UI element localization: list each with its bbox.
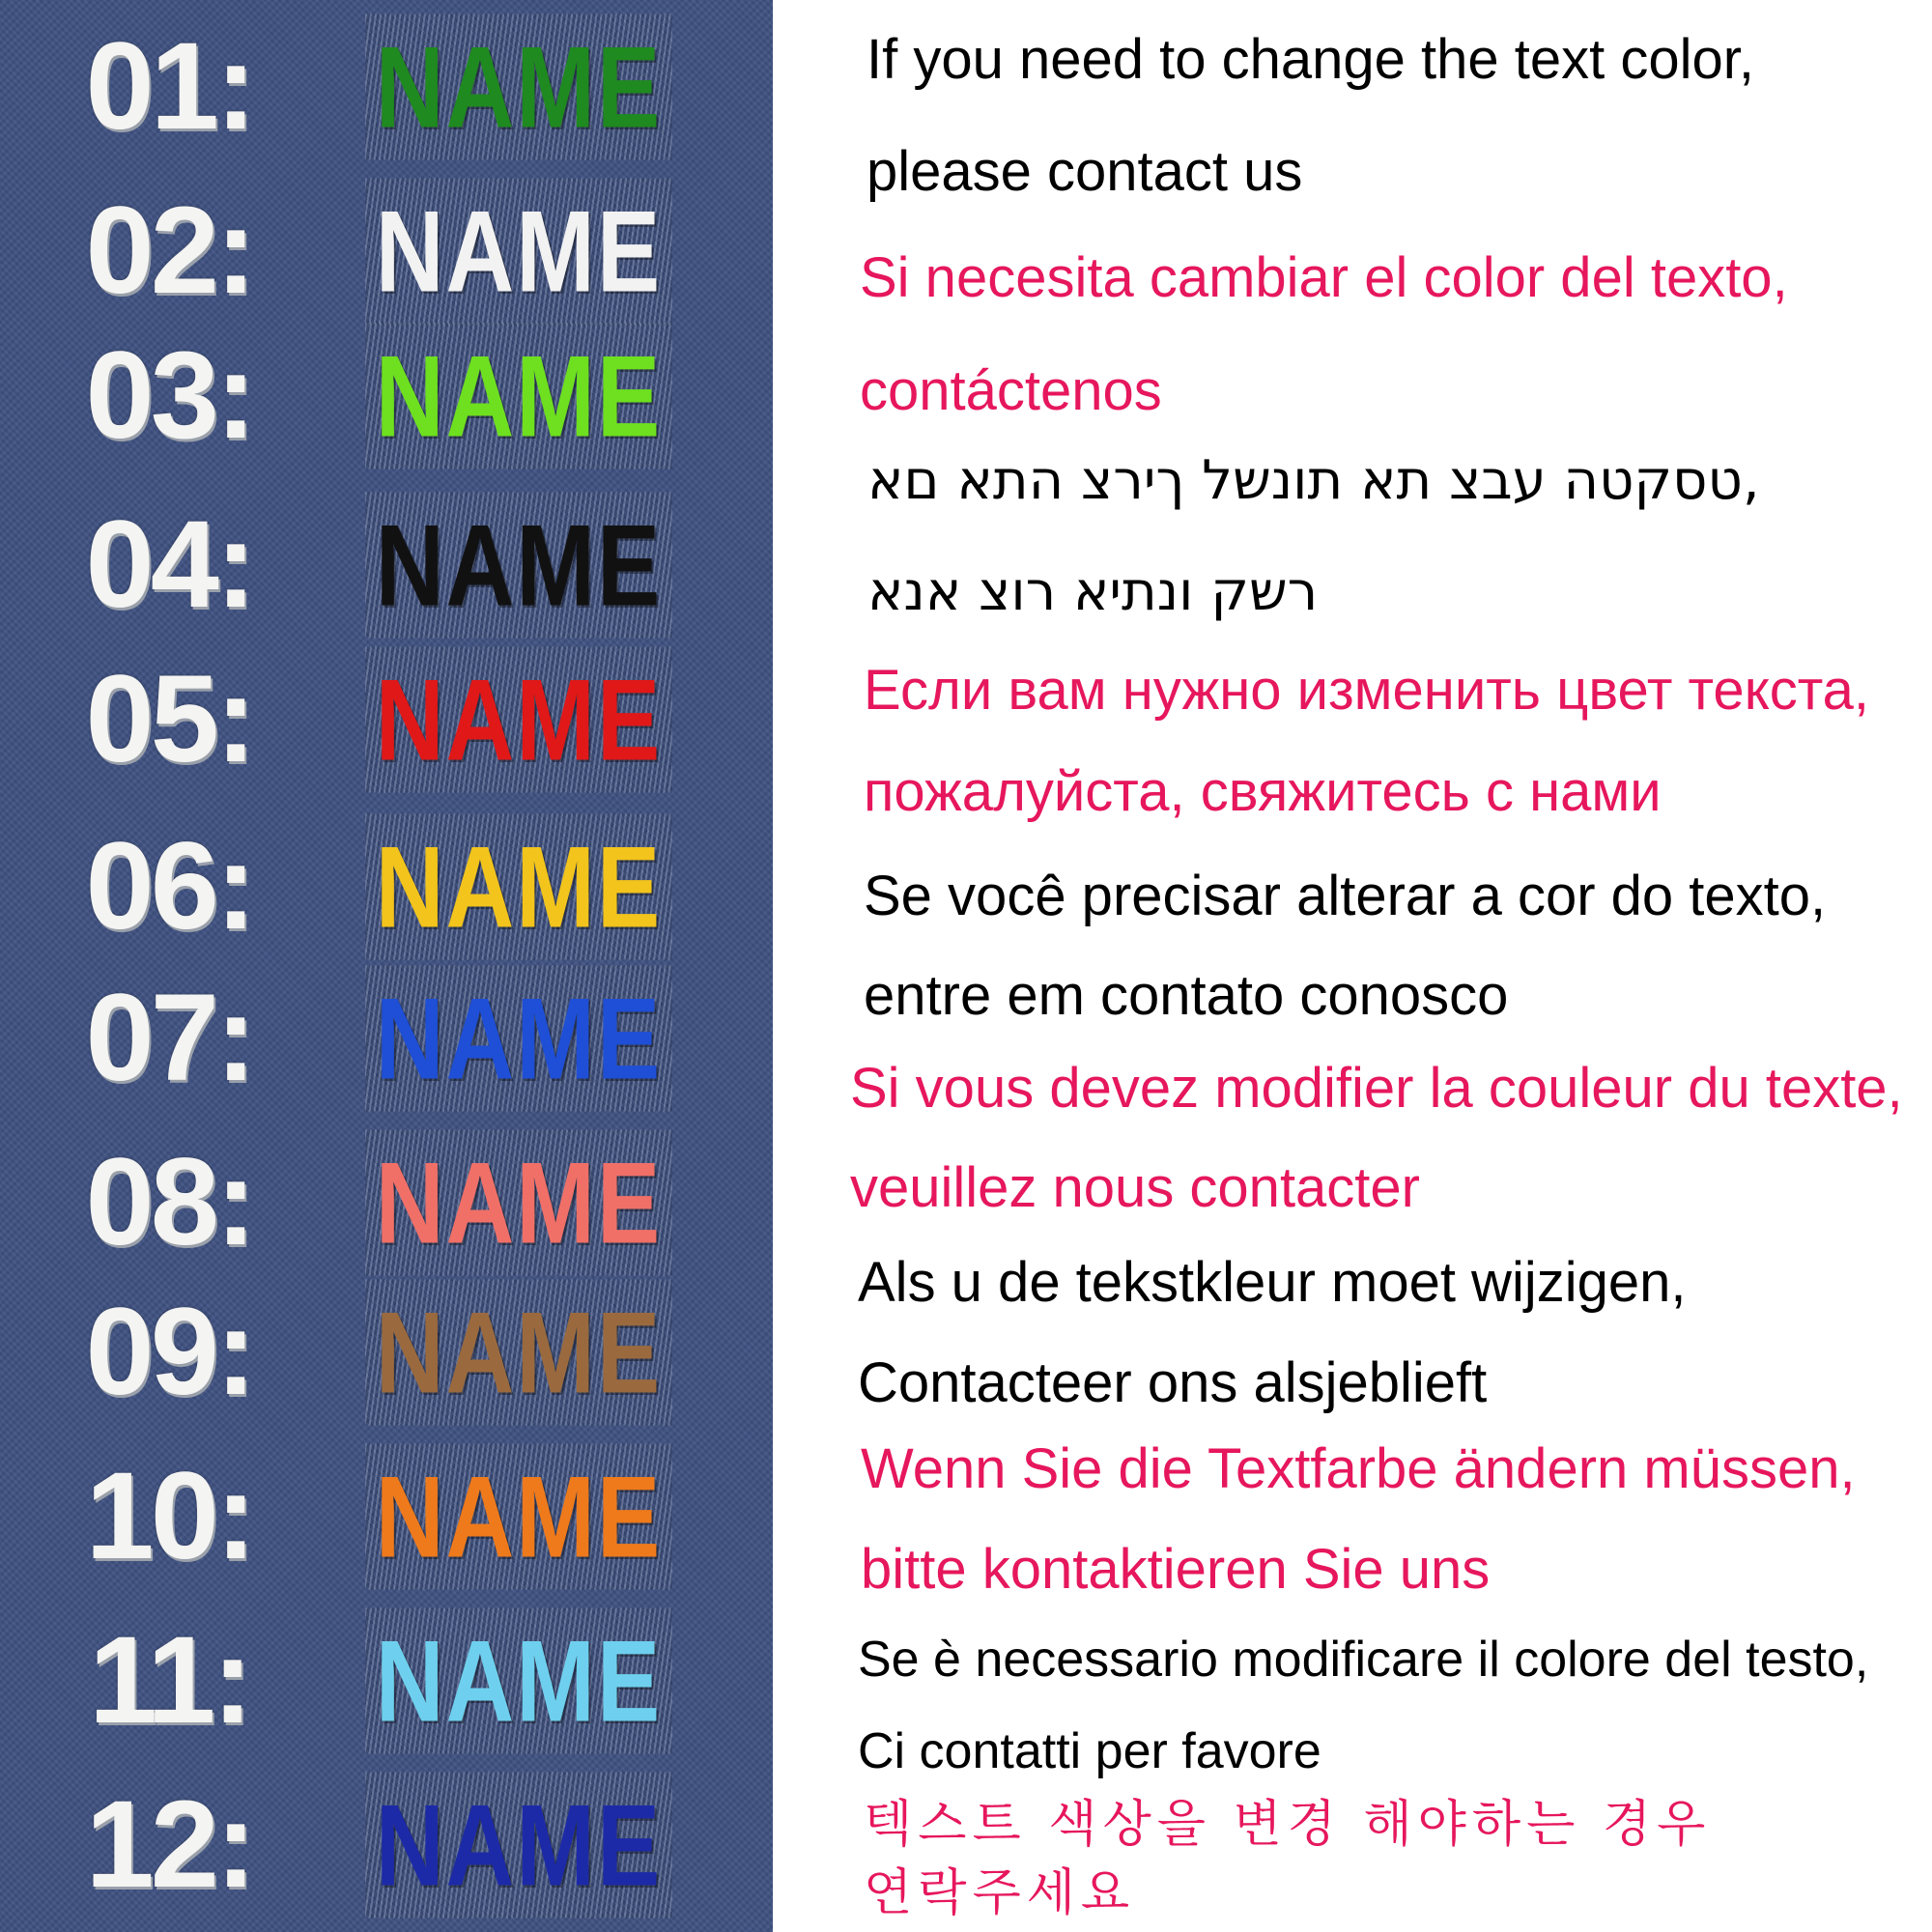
message-french-line-2: veuillez nous contacter (850, 1156, 1420, 1219)
swatch-row-01 (0, 10, 773, 164)
swatch-name-sample: NAME (365, 1129, 672, 1275)
swatch-name-sample: NAME (365, 965, 672, 1111)
swatch-row-02 (0, 174, 773, 328)
swatch-row-08 (0, 1125, 773, 1280)
swatch-row-07 (0, 961, 773, 1116)
swatch-row-11 (0, 1604, 773, 1758)
swatch-number: 05: (85, 650, 253, 788)
swatch-number: 04: (85, 496, 253, 634)
message-dutch-line-2: Contacteer ons alsjeblieft (858, 1351, 1488, 1414)
swatch-name-sample: NAME (365, 1772, 672, 1918)
swatch-number: 11: (89, 1611, 249, 1749)
message-italian-line-2: Ci contatti per favore (858, 1723, 1321, 1779)
swatch-number: 03: (85, 327, 253, 465)
swatch-name-sample: NAME (365, 178, 672, 324)
color-swatch-panel (0, 0, 773, 1932)
swatch-row-09 (0, 1275, 773, 1430)
swatch-row-12 (0, 1768, 773, 1922)
swatch-number: 07: (85, 969, 253, 1107)
swatch-name-sample: NAME (365, 14, 672, 159)
swatch-name-sample: NAME (365, 1607, 672, 1753)
swatch-row-06 (0, 810, 773, 964)
swatch-number: 06: (85, 817, 253, 955)
contact-message-panel (773, 0, 1932, 1932)
swatch-row-03 (0, 319, 773, 473)
message-hebrew-line-1: טסקטה עבצ תא תונשל ךירצ התא םא, (867, 449, 1760, 512)
message-dutch-line-1: Als u de tekstkleur moet wijzigen, (858, 1251, 1687, 1314)
message-german-line-2: bitte kontaktieren Sie uns (861, 1538, 1491, 1601)
swatch-row-10 (0, 1439, 773, 1594)
message-english-line-1: If you need to change the text color, (867, 28, 1754, 91)
swatch-number: 01: (85, 17, 253, 156)
swatch-number: 12: (85, 1776, 253, 1914)
message-korean-line-1: 텍스트 색상을 변경 해야하는 경우 (864, 1796, 1712, 1854)
swatch-number: 10: (85, 1447, 253, 1585)
message-russian-line-2: пожалуйста, свяжитесь с нами (864, 760, 1662, 823)
message-german-line-1: Wenn Sie die Textfarbe ändern müssen, (861, 1437, 1856, 1500)
swatch-row-05 (0, 642, 773, 797)
swatch-name-sample: NAME (365, 1443, 672, 1589)
message-spanish-line-1: Si necesita cambiar el color del texto, (860, 246, 1788, 309)
swatch-row-04 (0, 488, 773, 642)
message-russian-line-1: Если вам нужно изменить цвет текста, (864, 659, 1869, 722)
message-hebrew-line-2: רשק ונתיא רוצ אנא (867, 560, 1319, 623)
swatch-name-sample: NAME (365, 492, 672, 638)
swatch-number: 02: (85, 182, 253, 320)
swatch-name-sample: NAME (365, 813, 672, 959)
swatch-name-sample: NAME (365, 323, 672, 469)
message-spanish-line-2: contáctenos (860, 359, 1162, 422)
swatch-name-sample: NAME (365, 646, 672, 792)
message-french-line-1: Si vous devez modifier la couleur du texte, (850, 1057, 1903, 1120)
swatch-number: 08: (85, 1133, 253, 1271)
message-italian-line-1: Se è necessario modificare il colore del testo, (858, 1632, 1869, 1688)
swatch-name-sample: NAME (365, 1279, 672, 1425)
message-portuguese-line-1: Se você precisar alterar a cor do texto, (864, 865, 1827, 927)
swatch-number: 09: (85, 1283, 253, 1421)
message-english-line-2: please contact us (867, 140, 1303, 203)
message-portuguese-line-2: entre em contato conosco (864, 964, 1509, 1027)
message-korean-line-2: 연락주세요 (864, 1864, 1136, 1922)
